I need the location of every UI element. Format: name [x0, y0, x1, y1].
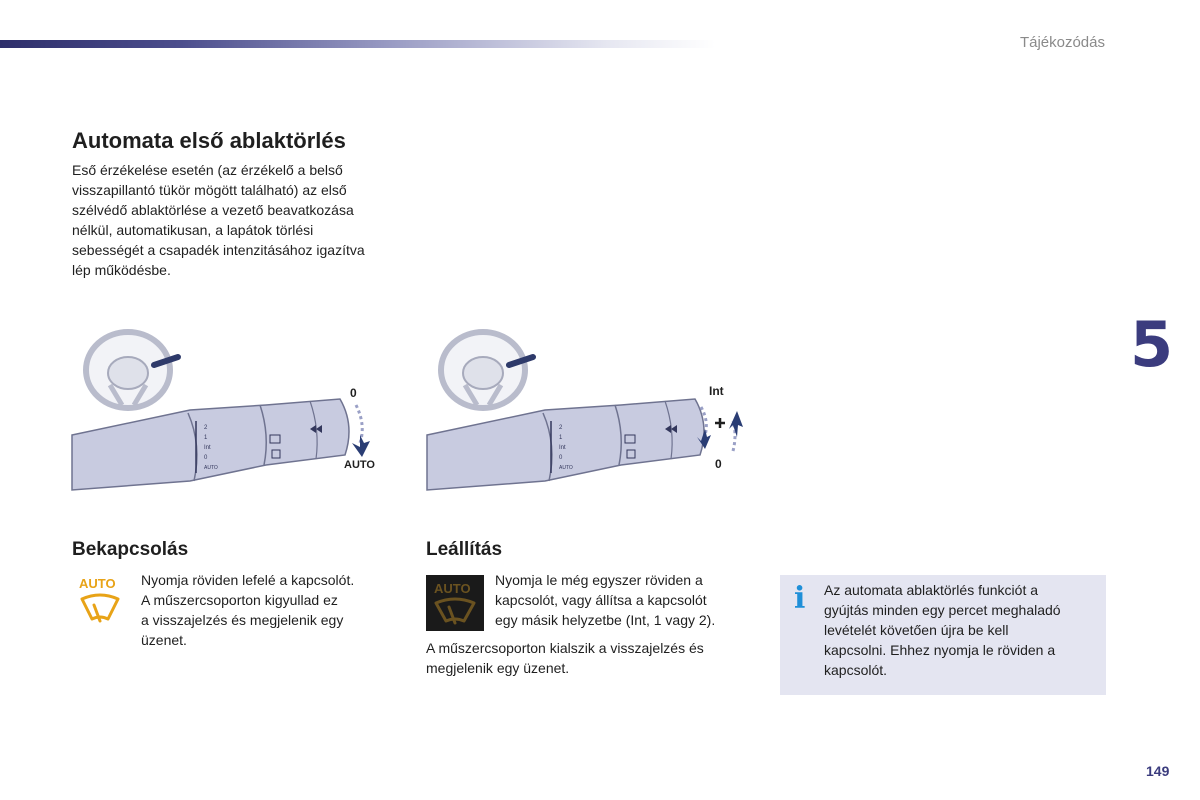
wiper-stalk-figure-auto-on	[70, 325, 390, 495]
switch-off-text: Nyomja le még egyszer röviden a kapcsolót, vagy állítsa a kapcsolót egy másik helyzetbe (Int, 1 vagy 2).	[495, 572, 716, 628]
position-label-top: 0	[350, 386, 357, 400]
info-text: Az automata ablaktörlés funkciót a gyújtás minden egy percet meghaladó levételét követően újra be kell kapcsolni. Ehhez nyomja le röviden a kapcsolót.	[824, 582, 1061, 678]
section-heading-switch-on: Bekapcsolás	[72, 539, 189, 560]
stalk-label: Int	[559, 445, 566, 451]
wiper-stalk-figure-auto-off	[425, 325, 755, 495]
auto-icon-label: AUTO	[79, 576, 116, 591]
position-label-bottom: AUTO	[344, 459, 375, 471]
stalk-label: Int	[204, 445, 211, 451]
header-gradient-bar	[0, 40, 715, 48]
steering-wheel-icon	[441, 332, 533, 408]
intro-paragraph: Eső érzékelése esetén (az érzékelő a belső visszapillantó tükör mögött található) az első szélvédő ablaktörlése a vezető beavatkozása nélkül, automatikusan, a lapátok törlési sebességét a csapadék intenzitásához igazítva lép működésbe.	[72, 162, 365, 278]
auto-icon-label: AUTO	[434, 581, 471, 596]
wiper-stalk-illustration	[70, 325, 390, 495]
stalk-label: AUTO	[204, 465, 218, 471]
stalk-body	[427, 399, 704, 490]
page-number: 149	[1146, 763, 1170, 779]
steering-wheel-icon	[86, 332, 178, 408]
info-box	[780, 575, 1106, 695]
position-label-bottom: 0	[715, 457, 722, 471]
stalk-label: 2	[559, 425, 563, 431]
section-name: Tájékozódás	[1019, 34, 1105, 51]
stalk-label: 0	[559, 455, 563, 461]
auto-wiper-warning-icon	[78, 575, 124, 627]
wiper-stalk-illustration	[425, 325, 755, 495]
page-title: Automata első ablaktörlés	[72, 128, 346, 153]
stalk-label: AUTO	[559, 465, 573, 471]
arrow-down-icon	[352, 405, 370, 457]
stalk-label: 2	[204, 425, 208, 431]
stalk-body	[72, 399, 349, 490]
stalk-label: 1	[559, 435, 563, 441]
arrow-up-icon	[729, 411, 743, 451]
info-icon: i	[794, 581, 806, 616]
switch-on-text: Nyomja röviden lefelé a kapcsolót. A műszercsoporton kigyullad ez a visszajelzés és megjelenik egy üzenet.	[141, 572, 355, 648]
section-heading-switch-off: Leállítás	[426, 539, 503, 560]
plus-icon	[715, 418, 725, 428]
stalk-label: 1	[204, 435, 208, 441]
auto-wiper-off-icon	[426, 575, 484, 631]
chapter-number: 5	[1130, 308, 1174, 381]
stalk-label: 0	[204, 455, 208, 461]
switch-off-note: A műszercsoporton kialszik a visszajelzés és megjelenik egy üzenet.	[426, 640, 704, 676]
position-label-top: Int	[709, 384, 724, 398]
